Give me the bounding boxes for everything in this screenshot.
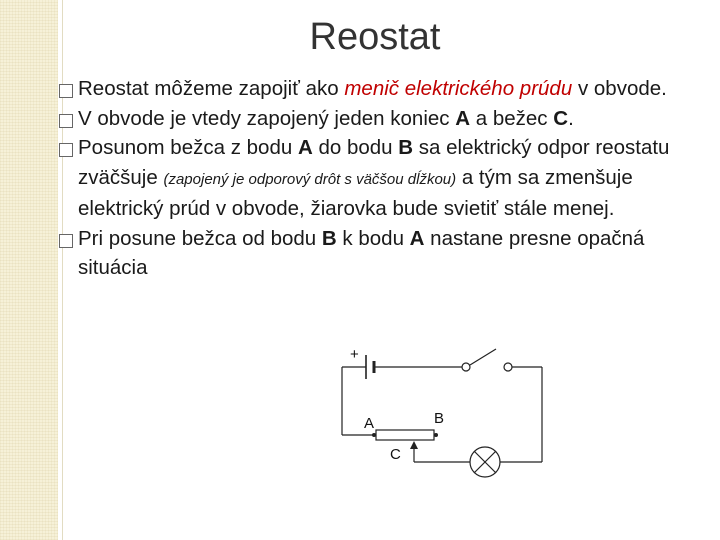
bullet-2-tail: . xyxy=(568,106,574,130)
bullet-3-italic-note: (zapojený je odporový drôt s väčšou dĺžkou) xyxy=(163,170,457,188)
bullet-4-mid: k bodu xyxy=(336,226,410,250)
switch-contact-right xyxy=(504,363,512,371)
slide-title: Reostat xyxy=(309,16,441,58)
bullet-2-bold-c: C xyxy=(553,106,569,130)
decorative-stripe xyxy=(0,0,58,540)
bullet-2 xyxy=(56,104,696,134)
bullet-4-bold-a: A xyxy=(409,226,425,250)
bullet-1-tail: v obvode. xyxy=(572,77,667,100)
bullet-1-highlight: menič elektrického prúdu xyxy=(344,77,573,100)
wiper-arrow-icon xyxy=(410,441,418,449)
bullet-1-text: Reostat môžeme zapojiť ako xyxy=(78,77,345,100)
bullet-4-text: Pri posune bežca od bodu xyxy=(78,226,322,250)
bullet-list xyxy=(56,74,696,283)
bullet-3-mid1: do bodu xyxy=(312,136,399,159)
bullet-box-icon xyxy=(59,114,73,128)
switch-lever xyxy=(470,349,496,365)
bullet-4-bold-b: B xyxy=(321,226,337,250)
bullet-4 xyxy=(56,224,696,283)
bullet-1 xyxy=(56,74,696,104)
bullet-2-mid: a bežec xyxy=(470,106,554,130)
bullet-4-tail: nastane presne opačná situácia xyxy=(78,226,645,279)
bullet-2-text: V obvode je vtedy zapojený jeden koniec xyxy=(78,106,456,130)
switch-contact-left xyxy=(462,363,470,371)
bullet-3-tail: a tým sa zmenšuje elektrický prúd v obvode, žiarovka bude svietiť stále menej. xyxy=(78,165,633,220)
bullet-3-text: Posunom bežca z bodu xyxy=(78,136,298,159)
label-c: C xyxy=(390,446,401,463)
label-b: B xyxy=(434,410,445,427)
bullet-box-icon xyxy=(59,84,73,98)
bullet-box-icon xyxy=(59,234,73,248)
battery-plus-label: + xyxy=(350,346,359,363)
terminal-b xyxy=(434,433,438,437)
terminal-a xyxy=(372,433,376,437)
label-a: A xyxy=(364,415,375,432)
bullet-3 xyxy=(56,133,696,224)
bullet-2-bold-a: A xyxy=(455,106,471,130)
bullet-box-icon xyxy=(59,143,73,157)
bullet-3-bold-a: A xyxy=(297,136,313,159)
circuit-diagram xyxy=(330,335,565,485)
rheostat-resistor xyxy=(376,430,434,440)
bullet-3-mid2: sa elektrický odpor reostatu zväčšuje xyxy=(78,136,670,189)
bullet-3-bold-b: B xyxy=(398,136,414,159)
